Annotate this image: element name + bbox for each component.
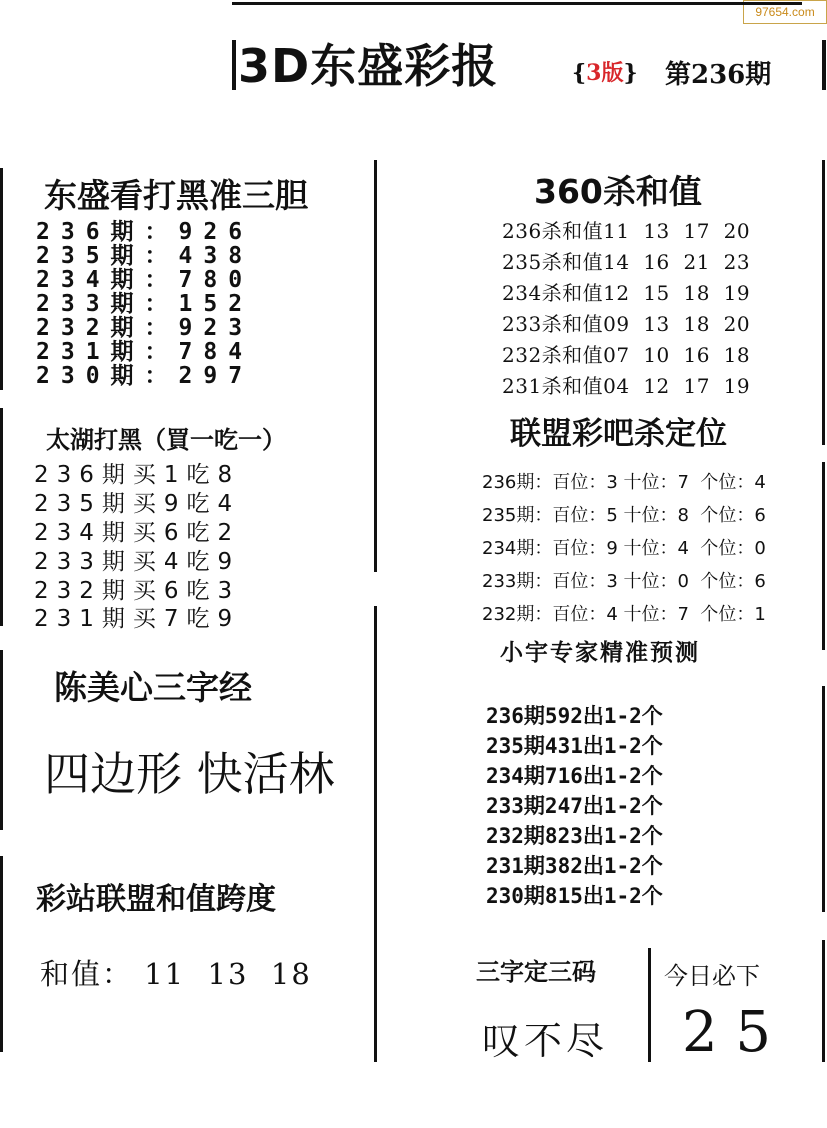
- dongsheng-row: 236期：926: [36, 219, 254, 245]
- left-rule-1: [0, 168, 3, 390]
- lianmeng-row: 234期：百位：9 十位：4 个位：0: [482, 538, 766, 559]
- caizhan-title: 彩站联盟和值跨度: [36, 882, 276, 917]
- kill360-row: 234杀和值12 15 18 19: [502, 281, 751, 305]
- lianmeng-row: 232期：百位：4 十位：7 个位：1: [482, 604, 766, 625]
- center-rule-1: [374, 160, 377, 572]
- center-rule-2: [374, 606, 377, 1062]
- jinri-body: 2 5: [682, 1000, 772, 1065]
- right-rule-2: [822, 462, 825, 650]
- chenmeixin-title: 陈美心三字经: [54, 668, 252, 707]
- kill360-row: 231杀和值04 12 17 19: [502, 374, 751, 398]
- box-divider-rule: [648, 948, 651, 1062]
- page-title: 3D东盛彩报: [238, 39, 499, 93]
- left-rule-2: [0, 408, 3, 626]
- xiaoyu-title: 小宇专家精准预测: [500, 640, 700, 666]
- caizhan-body: 和值： 11 13 18: [40, 957, 312, 991]
- kill360-row: 236杀和值11 13 17 20: [502, 219, 751, 243]
- dongsheng-row: 230期：297: [36, 363, 254, 389]
- sanzi-body: 叹不尽: [482, 1019, 609, 1063]
- taihu-row: 234期买6吃2: [34, 520, 241, 546]
- header-right-rule: [822, 40, 826, 90]
- taihu-row: 232期买6吃3: [34, 578, 241, 604]
- kill360-title: 360杀和值: [534, 172, 702, 211]
- left-rule-3: [0, 650, 3, 830]
- taihu-row: 236期买1吃8: [34, 462, 241, 488]
- xiaoyu-row: 233期247出1-2个: [486, 794, 663, 818]
- xiaoyu-row: 236期592出1-2个: [486, 704, 663, 728]
- taihu-title: 太湖打黑（買一吃一）: [46, 426, 286, 454]
- kill360-row: 233杀和值09 13 18 20: [502, 312, 751, 336]
- xiaoyu-row: 230期815出1-2个: [486, 884, 663, 908]
- lianmeng-row: 235期：百位：5 十位：8 个位：6: [482, 505, 766, 526]
- taihu-row: 235期买9吃4: [34, 491, 241, 517]
- chenmeixin-body: 四边形 快活林: [44, 747, 335, 801]
- kill360-row: 232杀和值07 10 16 18: [502, 343, 751, 367]
- xiaoyu-row: 234期716出1-2个: [486, 764, 663, 788]
- dongsheng-row: 235期：438: [36, 243, 254, 269]
- watermark: 97654.com: [743, 0, 827, 24]
- taihu-row: 231期买7吃9: [34, 606, 241, 632]
- header-top-rule: [232, 2, 802, 5]
- lianmeng-row: 236期：百位：3 十位：7 个位：4: [482, 472, 766, 493]
- dongsheng-title: 东盛看打黑准三胆: [44, 176, 308, 215]
- dongsheng-row: 234期：780: [36, 267, 254, 293]
- left-rule-4: [0, 856, 3, 1052]
- header-left-rule: [232, 40, 236, 90]
- right-rule-1: [822, 160, 825, 445]
- xiaoyu-row: 231期382出1-2个: [486, 854, 663, 878]
- dongsheng-row: 231期：784: [36, 339, 254, 365]
- sanzi-title: 三字定三码: [476, 958, 596, 986]
- dongsheng-row: 232期：923: [36, 315, 254, 341]
- issue-number: 第236期: [665, 60, 772, 90]
- xiaoyu-row: 232期823出1-2个: [486, 824, 663, 848]
- lianmeng-title: 联盟彩吧杀定位: [510, 416, 727, 452]
- right-rule-4: [822, 940, 825, 1062]
- taihu-row: 233期买4吃9: [34, 549, 241, 575]
- kill360-row: 235杀和值14 16 21 23: [502, 250, 751, 274]
- xiaoyu-row: 235期431出1-2个: [486, 734, 663, 758]
- dongsheng-row: 233期：152: [36, 291, 254, 317]
- edition-label: {3版}: [572, 60, 638, 86]
- right-rule-3: [822, 686, 825, 912]
- lianmeng-row: 233期：百位：3 十位：0 个位：6: [482, 571, 766, 592]
- jinri-title: 今日必下: [664, 962, 760, 990]
